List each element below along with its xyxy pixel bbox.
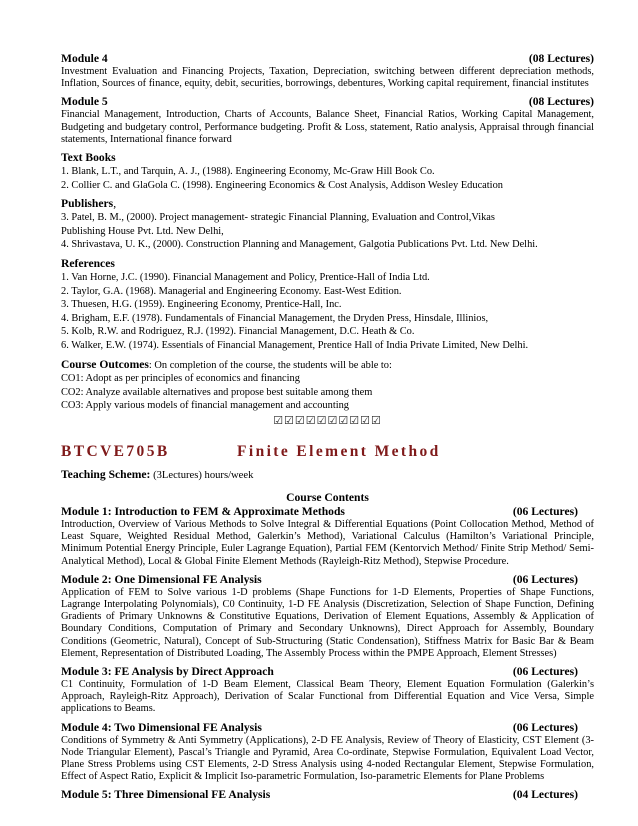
outcomes-title: Course Outcomes (61, 357, 149, 371)
reference-item: 5. Kolb, R.W. and Rodriguez, R.J. (1992). Financial Management, D.C. Heath & Co. (61, 326, 415, 338)
fem-module-2-text: Application of FEM to Solve various 1-D problems (Shape Functions for 1-D Elements, Properties of Shape Functions, Lagrange Interpolating Polynomials), C0 Continuity, 1-D FE Analysis (Discretization, Selection of Shape Function, Defining Gradients of Primary Unknowns & Constitutive Equations, Derivation of Element Equations, Assembly & Application of Boundary Conditions, Computation of Primary and Secondary Unknowns), Direct Approach for Assembly, Boundary Conditions (Geometric, Natural), Concept of Sub-Structuring (Static Condensation), Stiffness Matrix for Basic Bar & Beam Element, Representation of Distributed Loading, The Assembly Process within the PMPE Approach, Element Stresses) (61, 586, 594, 659)
fem-module-title: Module 1: Introduction to FEM & Approximate Methods (61, 504, 345, 518)
module-5-title: Module 5 (61, 95, 108, 109)
teaching-scheme-label: Teaching Scheme: (61, 467, 151, 481)
outcome-item: CO1: Adopt as per principles of economics and financing (61, 373, 300, 385)
course-contents-title: Course Contents (286, 490, 369, 504)
module-4-lectures: (08 Lectures) (528, 52, 594, 65)
module-4-heading (61, 52, 594, 66)
fem-module-lectures: (06 Lectures) (512, 504, 578, 518)
outcome-item: CO2: Analyze available alternatives and propose best suitable among them (61, 386, 373, 398)
fem-module-title: Module 5: Three Dimensional FE Analysis (61, 788, 271, 802)
module-5-heading (61, 95, 594, 109)
reference-item: 2. Taylor, G.A. (1968). Managerial and Engineering Economy. East-West Edition. (61, 285, 402, 297)
module-5-text: Financial Management, Introduction, Charts of Accounts, Balance Sheet, Financial Ratios, Working Capital Management, Budgeting and budgetary control, Performance budgeting. Profit & Loss, statement, Ratio analysis, Appraisal through financial statements, International finance forward (61, 109, 594, 145)
textbook-item: 2. Collier C. and GlaGola C. (1998). Engineering Economics & Cost Analysis, Addison Wesley Education (61, 179, 503, 191)
fem-module-title: Module 2: One Dimensional FE Analysis (61, 572, 262, 586)
fem-module-lectures: (06 Lectures) (512, 572, 578, 586)
publisher-item: 3. Patel, B. M., (2000). Project management- strategic Financial Planning, Evaluation and Control,Vikas (61, 212, 495, 224)
reference-item: 4. Brigham, E.F. (1978). Fundamentals of Financial Management, the Dryden Press, Hinsdale, Illinios, (61, 312, 489, 324)
fem-module-1-heading (61, 505, 594, 519)
outcomes-heading (61, 358, 594, 373)
fem-module-1-text: Introduction, Overview of Various Methods to Solve Integral & Differential Equations (Point Collocation Method, Method of Least Square, Weighted Residual Method, Galerkin’s Method), Variational Calculus (Hamilton’s Variational Principle, Minimum Potential Energy Principle, Euler Lagrange Equation), Partial FEM (Kentorvich Method/ Finite Strip Method/ Semi-Analytical Method), Local & Global Finite Element Methods (Rayleigh-Ritz Method), Stepwise Procedure. (61, 518, 594, 567)
reference-item: 6. Walker, E.W. (1974). Essentials of Financial Management, Prentice Hall of India Private Limited, New Delhi. (61, 339, 529, 351)
publisher-item: Publishing House Pvt. Ltd. New Delhi, (61, 225, 224, 237)
fem-module-title: Module 3: FE Analysis by Direct Approach (61, 664, 274, 678)
fem-module-lectures: (06 Lectures) (512, 664, 578, 678)
module-4-title: Module 4 (61, 52, 108, 65)
teaching-scheme-value: (3Lectures) hours/week (150, 469, 254, 481)
publishers-title-suffix: , (113, 197, 117, 211)
teaching-scheme (61, 468, 594, 481)
textbooks-heading: Text Books (61, 151, 116, 165)
fem-module-3-heading (61, 665, 594, 679)
publishers-title: Publishers (61, 197, 114, 211)
course-code: BTCVE705B (61, 442, 170, 460)
fem-module-lectures: (06 Lectures) (512, 720, 578, 734)
checkbox-divider-icons: ☑☑☑☑☑☑☑☑☑☑ (273, 414, 382, 427)
outcomes-intro: : On completion of the course, the students will be able to: (148, 359, 392, 371)
reference-item: 3. Thuesen, H.G. (1959). Engineering Economy, Prentice-Hall, Inc. (61, 299, 342, 311)
fem-module-title: Module 4: Two Dimensional FE Analysis (61, 720, 262, 734)
course-name: Finite Element Method (237, 442, 441, 460)
fem-module-4-text: Conditions of Symmetry & Anti Symmetry (Applications), 2-D FE Analysis, Review of Theory of Elasticity, CST Element (3-Node Triangular Element), Pascal’s Triangle and Pyramid, Area Co-ordinate, Stepwise Formulation, Equivalent Load Vector, Plane Stress Problems using CST Elements, 2-D Stress Analysis using 4-noded Rectangular Element, Stepwise Formulation, Effect of Aspect Ratio, Explicit & Implicit Iso-parametric Formulation, Iso-parametric Elements for Plane Problems (61, 734, 594, 783)
references-heading: References (61, 256, 115, 270)
reference-item: 1. Van Horne, J.C. (1990). Financial Management and Policy, Prentice-Hall of India Ltd. (61, 271, 430, 283)
outcome-item: CO3: Apply various models of financial management and accounting (61, 400, 349, 412)
publisher-item: 4. Shrivastava, U. K., (2000). Construction Planning and Management, Galgotia Publications Pvt. Ltd. New Delhi. (61, 239, 538, 251)
module-5-lectures: (08 Lectures) (528, 95, 594, 109)
fem-module-5-heading (61, 788, 594, 802)
fem-module-4-heading (61, 721, 594, 735)
course-title (61, 443, 594, 461)
module-4-text: Investment Evaluation and Financing Projects, Taxation, Depreciation, switching between different depreciation methods, Inflation, Sources of finance, equity, debit, securities, borrowings, debentures, Working capital requirement, financial institutes (61, 66, 594, 90)
fem-module-lectures: (04 Lectures) (512, 788, 578, 802)
publishers-heading (61, 197, 594, 211)
textbook-item: 1. Blank, L.T., and Tarquin, A. J., (1988). Engineering Economy, Mc-Graw Hill Book Co. (61, 166, 435, 178)
document-page (61, 52, 594, 802)
fem-module-2-heading (61, 573, 594, 587)
fem-module-3-text: C1 Continuity, Formulation of 1-D Beam Element, Classical Beam Theory, Element Equation Formulation (Galerkin’s Approach, Rayleigh-Ritz Approach), Derivation of Scalar Functional from Differential Equation and Vice Versa, Simple applications to Beams. (61, 678, 594, 715)
